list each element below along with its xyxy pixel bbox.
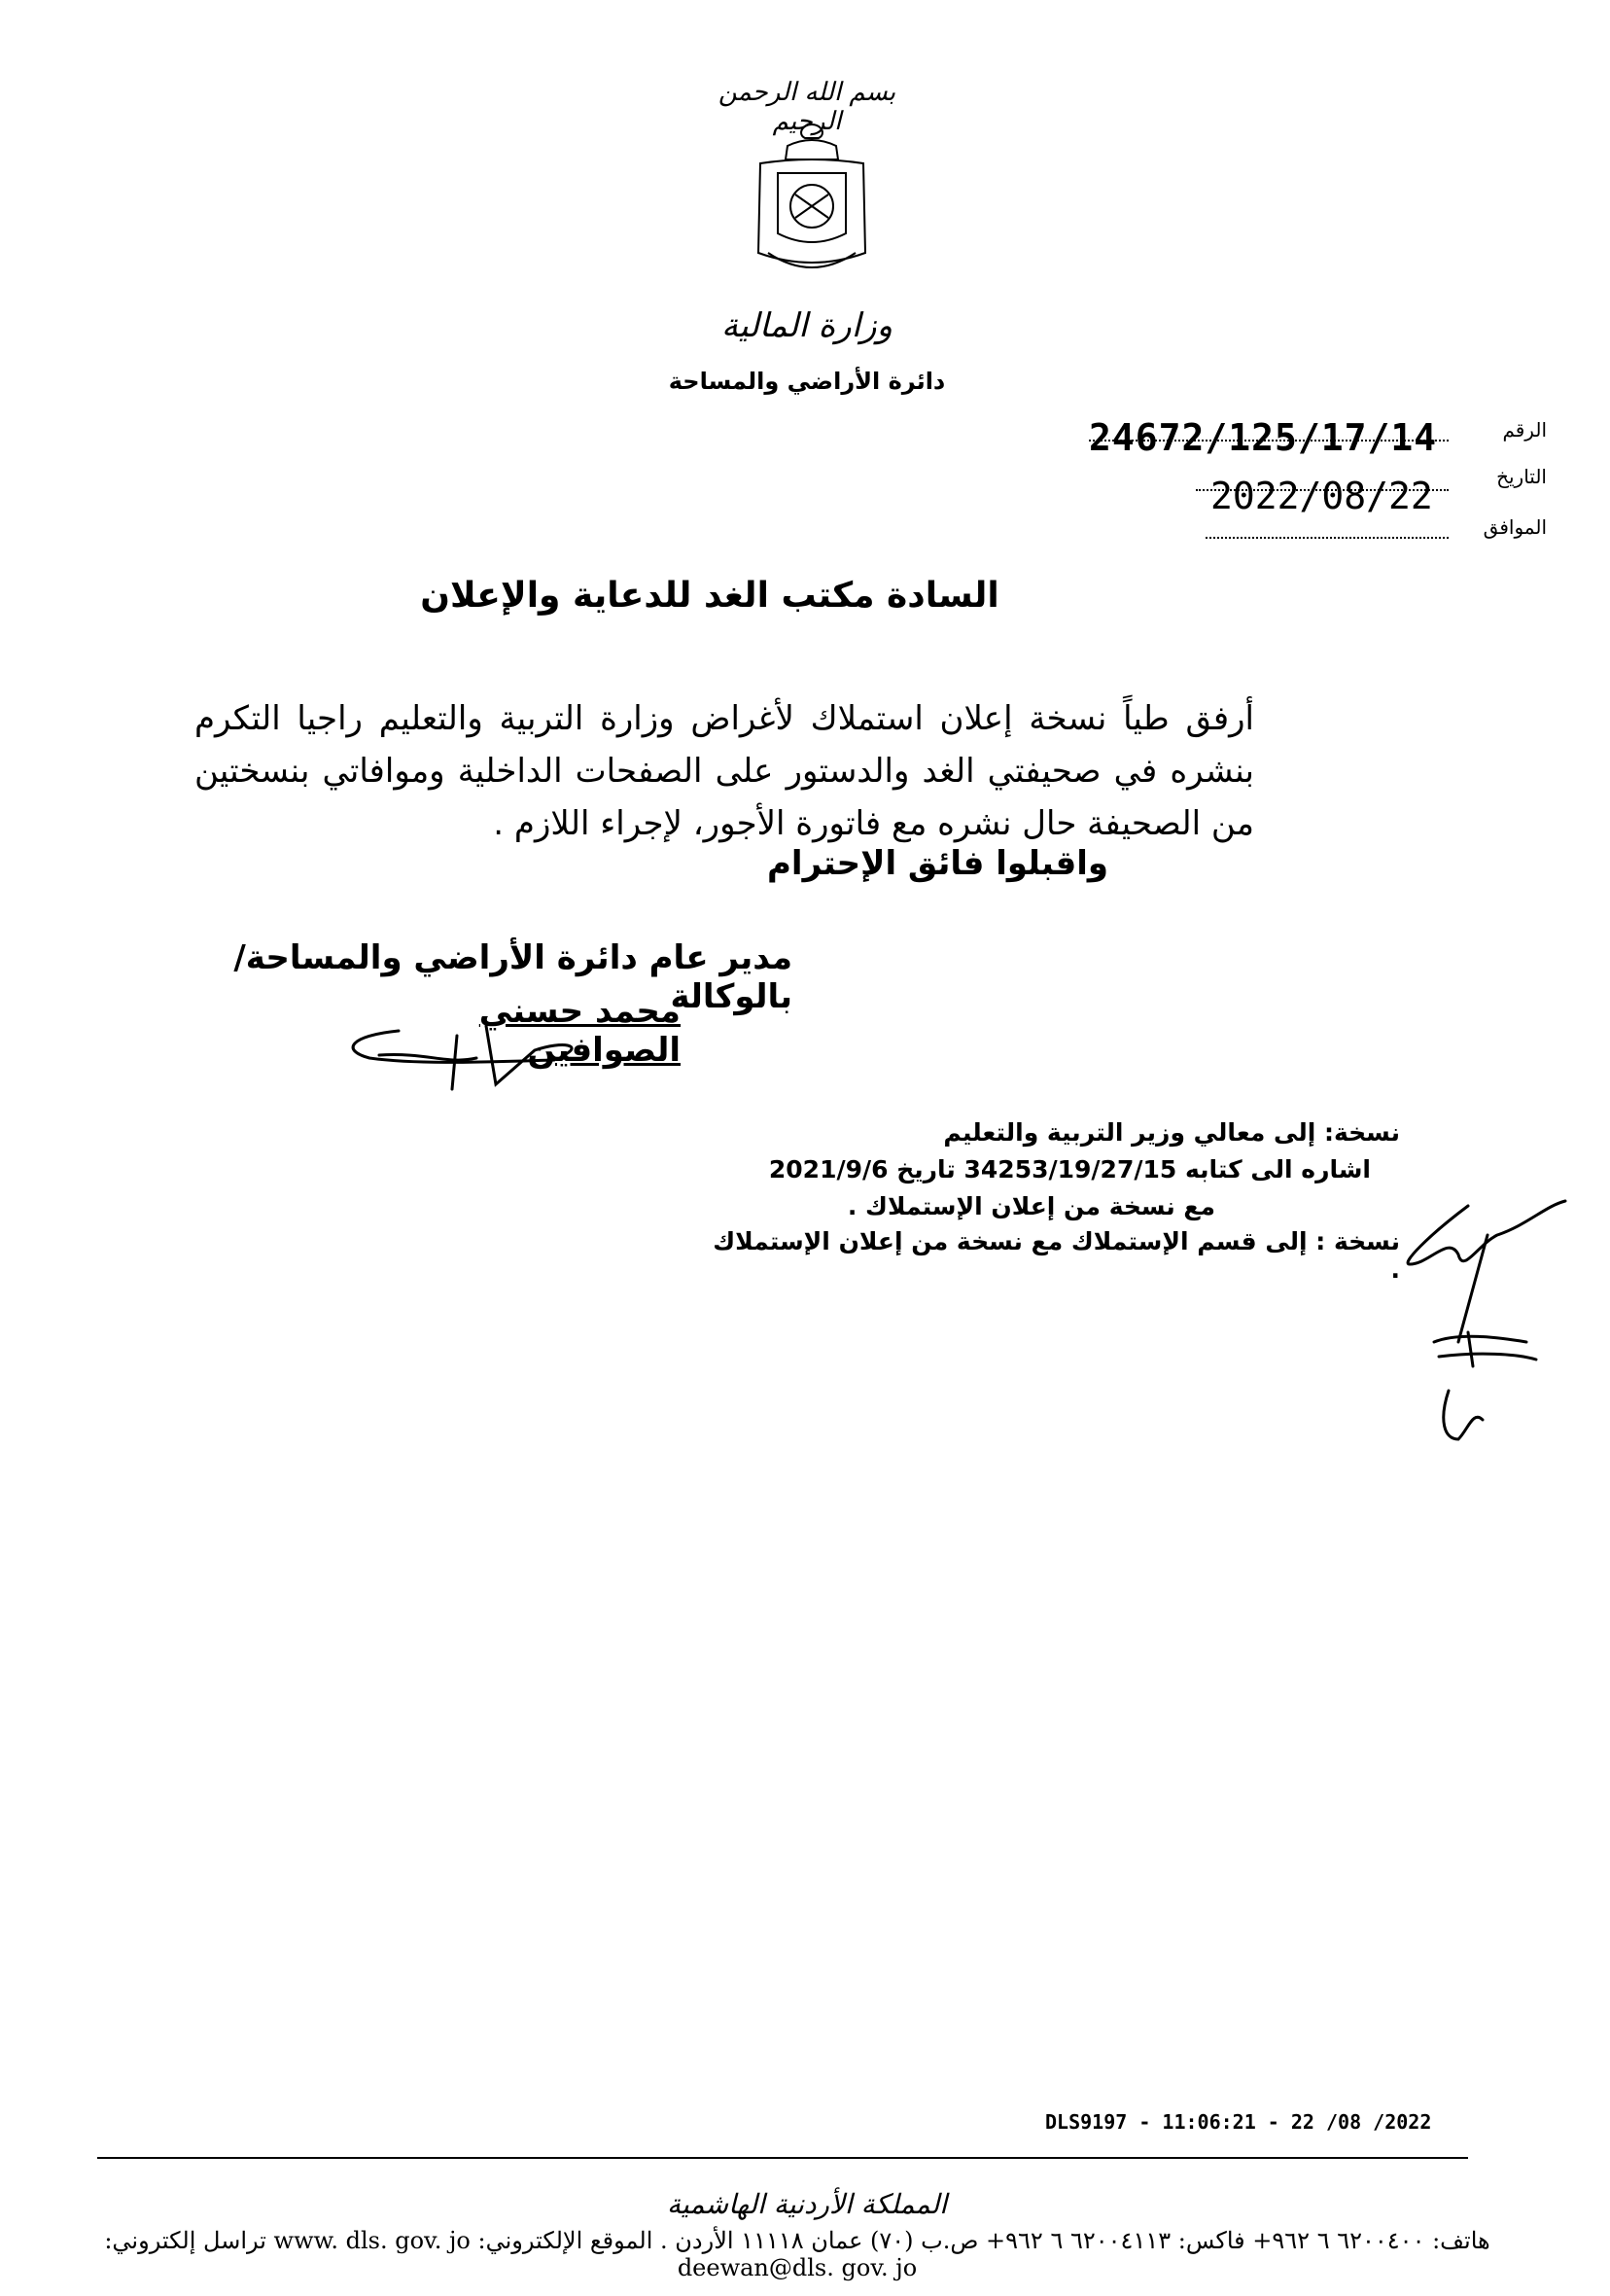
handwritten-initials — [1390, 1196, 1585, 1468]
ref-number: 24672/125/17/14 — [1089, 416, 1438, 459]
ref-label: الرقم — [1502, 418, 1547, 442]
recipient: السادة مكتب الغد للدعاية والإعلان — [420, 576, 999, 616]
hijri-dotted-line — [1206, 537, 1449, 539]
cc-line-1: نسخة: إلى معالي وزير التربية والتعليم — [943, 1118, 1400, 1147]
document-stamp: DLS9197 - 11:06:21 - 22 /08 /2022 — [1045, 2110, 1432, 2134]
coat-of-arms-emblem — [749, 117, 875, 282]
handwritten-signature — [340, 1011, 603, 1099]
closing-line: واقبلوا فائق الإحترام — [767, 844, 1108, 883]
department-name: دائرة الأراضي والمساحة — [668, 368, 946, 395]
footer-divider — [97, 2157, 1468, 2159]
cc-line-3: مع نسخة من إعلان الإستملاك . — [847, 1192, 1215, 1220]
date-value: 2022/08/22 — [1210, 475, 1433, 517]
basmala: بسم الله الرحمن الرحيم — [718, 78, 896, 136]
footer-country: المملكة الأردنية الهاشمية — [666, 2188, 948, 2220]
footer-contact: هاتف: ٦٢٠٠٤٠٠ ٦ ٩٦٢+ فاكس: ٦٢٠٠٤١١٣ ٦ ٩٦٢+ ص.ب (٧٠) عمان ١١١١٨ الأردن . الموقع الإلكتروني: www. dls. gov. jo تراسل إلكتروني: deewan@dls. gov. jo — [104, 2227, 1490, 2281]
ministry-name: وزارة المالية — [721, 306, 892, 345]
date-label: التاريخ — [1496, 465, 1547, 488]
cc-line-2: اشاره الى كتابه 34253/19/27/15 تاريخ 2021/9/6 — [768, 1155, 1371, 1183]
cc-line-4: نسخة : إلى قسم الإستملاك مع نسخة من إعلان الإستملاك . — [713, 1227, 1400, 1284]
letter-body: أرفق طياً نسخة إعلان استملاك لأغراض وزارة التربية والتعليم راجيا التكرم بنشره في صحيفتي الغد والدستور على الصفحات الداخلية وموافاتي بنسختين من الصحيفة حال نشره مع فاتورة الأجور، لإجراء اللازم . — [194, 699, 1254, 843]
signer-title: مدير عام دائرة الأراضي والمساحة/بالوكالة — [233, 938, 792, 1016]
signer-name: محمد حسني الصوافين — [478, 992, 681, 1070]
hijri-label: الموافق — [1483, 515, 1547, 539]
